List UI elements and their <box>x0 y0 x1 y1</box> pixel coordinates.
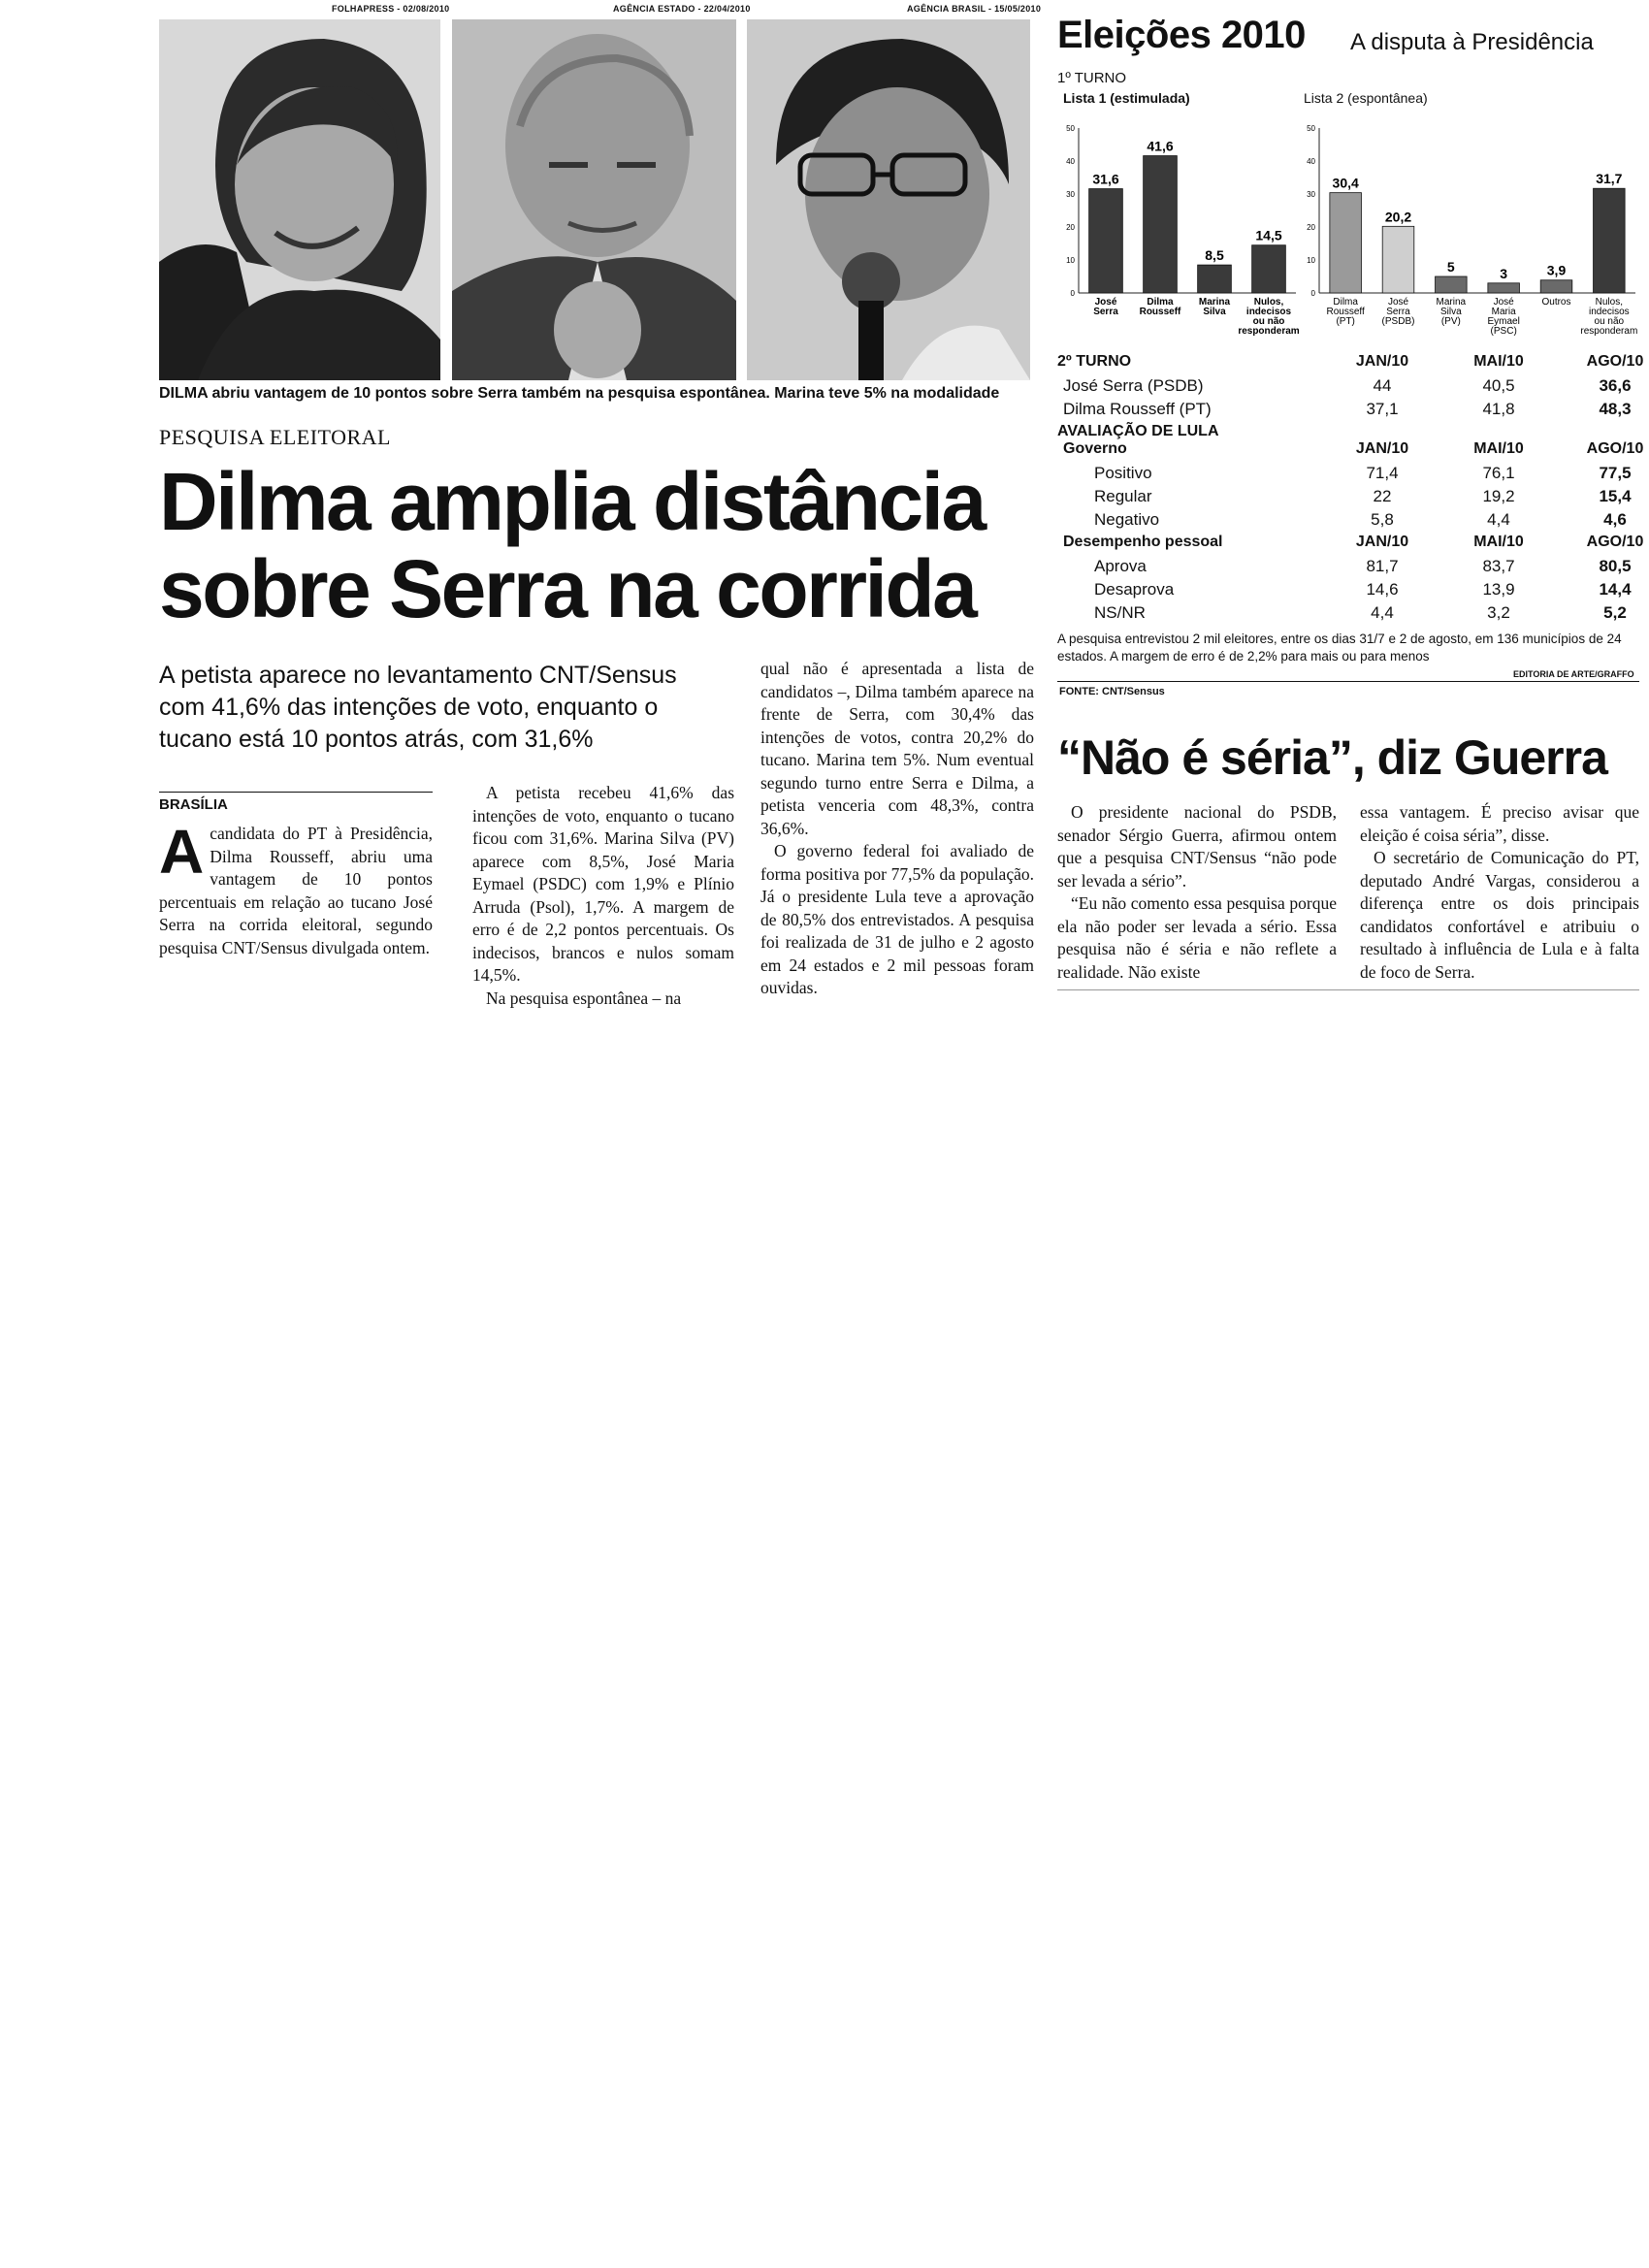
x-tick-label: (PSC) <box>1490 326 1517 337</box>
headline <box>159 458 1032 632</box>
sidebar-col-2 <box>1360 801 1639 984</box>
y-tick-label: 10 <box>1066 256 1075 265</box>
desempenho-title: Desempenho pessoal <box>1063 534 1223 550</box>
sidebar-col-1-p2: “Eu não comento essa pesquisa porque ela não poder ser levada a sério. Essa pesquisa não é séria e não reflete a realidade. Não existe <box>1057 893 1337 982</box>
table-row <box>1057 376 1639 400</box>
y-tick-label: 20 <box>1066 223 1075 232</box>
y-tick-label: 30 <box>1307 190 1315 199</box>
row-value: 15,4 <box>1599 487 1632 505</box>
bar <box>1144 156 1178 293</box>
row-label: José Serra (PSDB) <box>1063 376 1204 395</box>
row-value: 80,5 <box>1599 557 1632 575</box>
x-tick-label: Maria <box>1491 307 1516 317</box>
col-mai: MAI/10 <box>1473 353 1524 370</box>
turno2-title: 2º TURNO <box>1057 353 1132 370</box>
divider <box>1057 681 1639 682</box>
bar <box>1436 276 1468 293</box>
chart2-title: Lista 2 (espontânea) <box>1304 90 1428 106</box>
row-value: 19,2 <box>1482 487 1515 505</box>
data-label: 14,5 <box>1255 227 1282 243</box>
y-tick-label: 50 <box>1307 124 1315 133</box>
row-value: 81,7 <box>1366 557 1399 575</box>
row-label: Regular <box>1094 487 1152 505</box>
row-label: Negativo <box>1094 510 1160 529</box>
row-value: 44 <box>1373 376 1392 395</box>
y-tick-label: 0 <box>1070 289 1075 298</box>
row-value: 5,2 <box>1603 603 1627 622</box>
photo-credit-2: AGÊNCIA ESTADO - 22/04/2010 <box>613 4 751 14</box>
row-value: 76,1 <box>1482 464 1515 482</box>
turno2-header <box>1057 353 1644 376</box>
row-value: 22 <box>1373 487 1392 505</box>
bar <box>1540 280 1572 293</box>
survey-note: A pesquisa entrevistou 2 mil eleitores, entre os dias 31/7 e 2 de agosto, em 136 municípios de 24 estados. A margem de erro é de 2,2% para mais ou para menos <box>1057 632 1622 664</box>
x-tick-label: Rousseff <box>1139 307 1181 317</box>
table-row <box>1057 510 1639 534</box>
y-tick-label: 10 <box>1307 256 1315 265</box>
sidebar-col-2-p2: O secretário de Comunicação do PT, deputado André Vargas, considerou a diferença entre os dois principais candidatos confortável e atribuiu o resultado à influência de Lula e à falta de foco de Serra. <box>1360 848 1639 982</box>
table-row <box>1057 487 1639 510</box>
drop-cap: A <box>159 817 205 887</box>
caption-text: abriu vantagem de 10 pontos sobre Serra também na pesquisa espontânea. Marina teve 5% na modalidade <box>208 385 1000 402</box>
row-value: 14,6 <box>1366 580 1399 599</box>
col-ago: AGO/10 <box>1586 534 1644 550</box>
table-row <box>1057 580 1639 603</box>
y-tick-label: 40 <box>1066 157 1075 166</box>
sidebar-col-1 <box>1057 801 1337 984</box>
deck: A petista aparece no levantamento CNT/Sensus com 41,6% das intenções de voto, enquanto o tucano está 10 pontos atrás, com 31,6% <box>159 662 677 753</box>
bar <box>1198 265 1232 293</box>
x-tick-label: Serra <box>1386 307 1410 317</box>
data-label: 3,9 <box>1546 262 1567 278</box>
x-tick-label: Marina <box>1436 297 1467 308</box>
row-value: 41,8 <box>1482 400 1515 418</box>
photo-dilma <box>159 19 440 380</box>
sidebar-title: “Não é séria”, diz Guerra <box>1057 730 1607 785</box>
y-tick-label: 40 <box>1307 157 1315 166</box>
row-value: 36,6 <box>1599 376 1632 395</box>
data-label: 41,6 <box>1147 138 1174 154</box>
x-tick-label: Nulos, <box>1253 297 1284 308</box>
y-tick-label: 50 <box>1066 124 1075 133</box>
y-tick-label: 20 <box>1307 223 1315 232</box>
bar <box>1382 226 1414 293</box>
headline-line-2: sobre Serra na corrida <box>159 543 976 634</box>
x-tick-label: Dilma <box>1147 297 1174 308</box>
x-tick-label: Silva <box>1439 307 1462 317</box>
bottom-rule <box>1057 989 1639 990</box>
data-label: 8,5 <box>1205 247 1224 264</box>
table-row <box>1057 603 1639 627</box>
kicker: PESQUISA ELEITORAL <box>159 425 391 449</box>
row-label: NS/NR <box>1094 603 1146 622</box>
results-table <box>1057 353 1644 627</box>
data-label: 5 <box>1446 259 1455 275</box>
col-ago: AGO/10 <box>1586 440 1644 457</box>
row-label: Aprova <box>1094 557 1147 575</box>
col-jan: JAN/10 <box>1355 440 1409 457</box>
x-tick-label: Eymael <box>1487 316 1520 327</box>
row-label: Dilma Rousseff (PT) <box>1063 400 1212 418</box>
governo-title: Governo <box>1063 440 1127 457</box>
bar <box>1252 245 1286 293</box>
article-col-3-p2: O governo federal foi avaliado de forma positiva por 77,5% da população. Já o presidente Lula teve a aprovação de 80,5% dos entrevistados. A pesquisa foi realizada de 31 de julho e 2 agosto em 24 estados e 2 mil pessoas foram ouvidas. <box>760 841 1034 997</box>
sidebar-col-1-p1: O presidente nacional do PSDB, senador Sérgio Guerra, afirmou ontem que a pesquisa CNT/Sensus “não pode ser levada a sério”. <box>1057 802 1337 891</box>
col-mai: MAI/10 <box>1473 534 1524 550</box>
graphic-subtitle: A disputa à Presidência <box>1350 29 1594 55</box>
x-tick-label: José <box>1094 297 1117 308</box>
row-value: 77,5 <box>1599 464 1632 482</box>
x-tick-label: responderam <box>1238 326 1300 337</box>
data-label: 20,2 <box>1384 209 1412 225</box>
data-label: 31,7 <box>1596 171 1623 187</box>
article-col-3 <box>760 658 1034 1000</box>
row-value: 48,3 <box>1599 400 1632 418</box>
chart1-title: Lista 1 (estimulada) <box>1063 90 1190 106</box>
x-tick-label: Marina <box>1198 297 1231 308</box>
article-col-1 <box>159 817 433 959</box>
bar <box>1594 188 1626 293</box>
row-value: 4,6 <box>1603 510 1627 529</box>
article-col-3-p1: qual não é apresentada a lista de candidatos –, Dilma também aparece na frente de Serra, com 30,4% das intenções de votos, contra 20,2% do tucano. Marina tem 5%. Num eventual segundo turno entre Serra e Dilma, a petista venceria com 48,3%, contra 36,6%. <box>760 659 1034 838</box>
x-tick-label: Serra <box>1093 307 1118 317</box>
row-value: 4,4 <box>1487 510 1510 529</box>
avaliacao-header <box>1057 423 1639 440</box>
x-tick-label: (PT) <box>1336 316 1355 327</box>
table-row <box>1057 400 1639 423</box>
x-tick-label: Rousseff <box>1326 307 1365 317</box>
chart-espontanea <box>1298 109 1639 351</box>
row-value: 14,4 <box>1599 580 1632 599</box>
photo-credit-3: AGÊNCIA BRASIL - 15/05/2010 <box>907 4 1042 14</box>
row-value: 37,1 <box>1366 400 1399 418</box>
x-tick-label: José <box>1387 297 1409 308</box>
photo-credit-1: FOLHAPRESS - 02/08/2010 <box>332 4 450 14</box>
headline-line-1: Dilma amplia distância <box>159 456 985 547</box>
row-value: 13,9 <box>1482 580 1515 599</box>
governo-header <box>1057 440 1644 464</box>
graphic-title: Eleições 2010 <box>1057 14 1306 56</box>
editoria-credit: EDITORIA DE ARTE/GRAFFO <box>1513 669 1634 679</box>
data-label: 31,6 <box>1092 171 1119 187</box>
y-tick-label: 0 <box>1310 289 1315 298</box>
col-mai: MAI/10 <box>1473 440 1524 457</box>
x-tick-label: (PSDB) <box>1381 316 1415 327</box>
x-tick-label: ou não <box>1252 316 1285 327</box>
col-jan: JAN/10 <box>1355 534 1409 550</box>
x-tick-label: José <box>1493 297 1514 308</box>
x-tick-label: Outros <box>1541 297 1571 308</box>
table-row <box>1057 464 1639 487</box>
row-value: 40,5 <box>1482 376 1515 395</box>
row-label: Positivo <box>1094 464 1152 482</box>
table-row <box>1057 557 1639 580</box>
x-tick-label: ou não <box>1594 316 1625 327</box>
x-tick-label: Nulos, <box>1595 297 1624 308</box>
row-value: 4,4 <box>1371 603 1394 622</box>
x-tick-label: indecisos <box>1588 307 1630 317</box>
article-col-2-p2: Na pesquisa espontânea – na <box>486 988 682 1008</box>
photo-caption <box>159 385 1032 403</box>
avaliacao-title: AVALIAÇÃO DE LULA <box>1057 423 1219 439</box>
data-label: 3 <box>1500 265 1508 281</box>
bar <box>1089 189 1123 293</box>
article-col-2-p1: A petista recebeu 41,6% das intenções de voto, enquanto o tucano ficou com 31,6%. Marina Silva (PV) aparece com 8,5%, José Maria Eymael (PSDC) com 1,9% e Plínio Arruda (Psol), 1,7%. A margem de erro é de 2,2 pontos percentuais. Os indecisos, brancos e nulos somam 14,5%. <box>472 783 734 985</box>
caption-lead: DILMA <box>159 385 209 402</box>
source-credit: FONTE: CNT/Sensus <box>1059 686 1165 697</box>
row-value: 5,8 <box>1371 510 1394 529</box>
x-tick-label: Silva <box>1203 307 1226 317</box>
row-value: 71,4 <box>1366 464 1399 482</box>
x-tick-label: Dilma <box>1333 297 1358 308</box>
x-tick-label: responderam <box>1580 326 1638 337</box>
bar <box>1488 283 1520 293</box>
x-tick-label: indecisos <box>1245 307 1292 317</box>
data-label: 30,4 <box>1332 175 1359 191</box>
col-jan: JAN/10 <box>1355 353 1409 370</box>
y-tick-label: 30 <box>1066 190 1075 199</box>
col-ago: AGO/10 <box>1586 353 1644 370</box>
row-value: 3,2 <box>1487 603 1510 622</box>
chart-estimulada <box>1057 109 1300 351</box>
row-value: 83,7 <box>1482 557 1515 575</box>
article-col-2 <box>472 782 734 1010</box>
photo-serra <box>452 19 736 380</box>
sidebar-col-2-p1: essa vantagem. É preciso avisar que eleição é coisa séria”, disse. <box>1360 802 1639 845</box>
turno1-title: 1º TURNO <box>1057 70 1127 86</box>
dateline: BRASÍLIA <box>159 792 433 813</box>
article-col-1-text: candidata do PT à Presidência, Dilma Rousseff, abriu uma vantagem de 10 pontos percentuais em relação ao tucano José Serra na corrida eleitoral, segundo pesquisa CNT/Sensus divulgada ontem. <box>159 824 433 957</box>
x-tick-label: (PV) <box>1440 316 1461 327</box>
desempenho-header <box>1057 534 1644 557</box>
row-label: Desaprova <box>1094 580 1175 599</box>
photo-marina <box>747 19 1030 380</box>
bar <box>1330 193 1362 293</box>
